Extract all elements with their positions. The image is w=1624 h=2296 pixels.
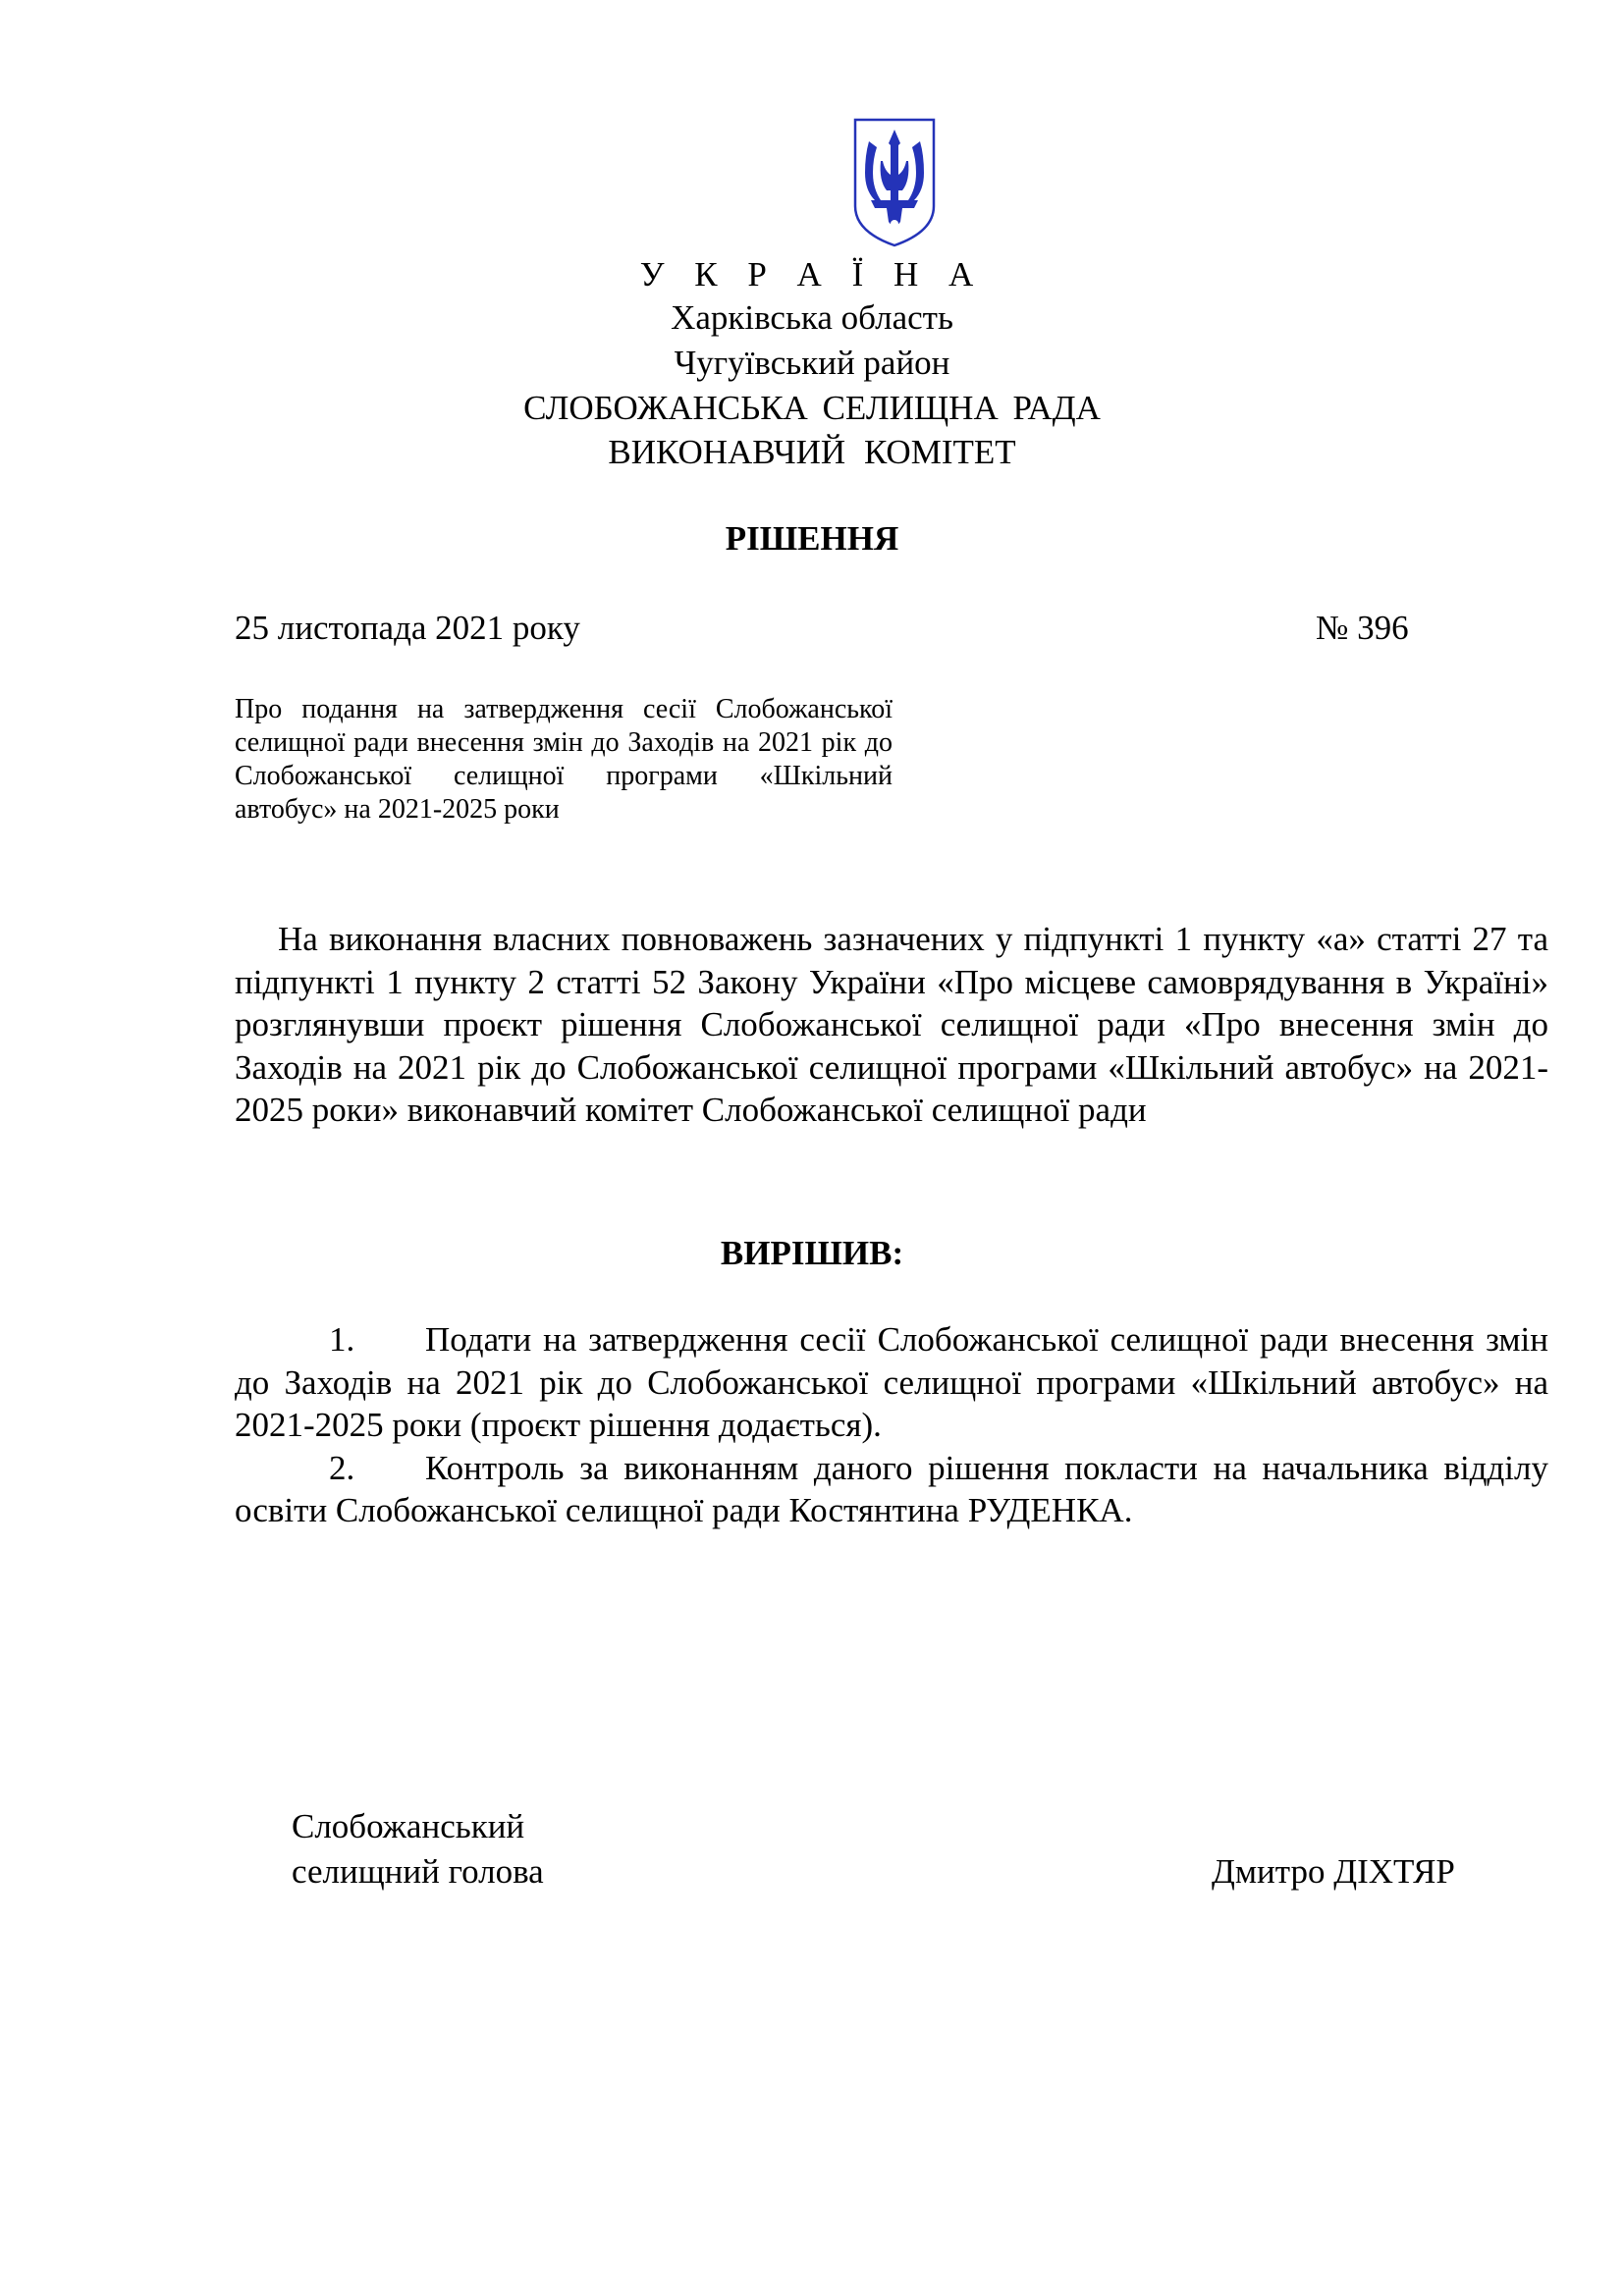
document-number: № 396 xyxy=(1316,609,1409,647)
decision-point xyxy=(235,1447,1548,1532)
signatory-title xyxy=(292,1804,544,1895)
signatory-title-line: Слобожанський xyxy=(292,1807,525,1845)
document-date: 25 листопада 2021 року xyxy=(235,609,580,647)
document-subject: Про подання на затвердження сесії Слобожанської селищної ради внесення змін до Заходів на 2021 рік до Слобожанської селищної програми «Шкільний автобус» на 2021-2025 роки xyxy=(235,694,893,825)
signatory-name: Дмитро ДІХТЯР xyxy=(1212,1852,1455,1891)
decision-points xyxy=(235,1318,1548,1532)
oblast-name: Харківська область xyxy=(671,298,953,337)
preamble-paragraph: На виконання власних повноважень зазначених у підпункті 1 пункту «а» статті 27 та підпункті 1 пункту 2 статті 52 Закону України «Про місцеве самоврядування в Україні» розглянувши проєкт рішення Слобожанської селищної ради «Про внесення змін до Заходів на 2021 рік до Слобожанської селищної програми «Шкільний автобус» на 2021-2025 роки» виконавчий комітет Слобожанської селищної ради xyxy=(235,920,1548,1129)
raion-name: Чугуївський район xyxy=(674,344,950,382)
signatory-title-line: селищний голова xyxy=(292,1852,544,1891)
trident-emblem-icon xyxy=(851,116,938,249)
country-name: У К Р А Ї Н А xyxy=(639,255,985,294)
point-text: Подати на затвердження сесії Слобожанської селищної ради внесення змін до Заходів на 2021 рік до Слобожанської селищної програми «Шкільний автобус» на 2021-2025 роки (проєкт рішення додається). xyxy=(235,1320,1548,1444)
document-title: РІШЕННЯ xyxy=(725,519,899,558)
council-name: СЛОБОЖАНСЬКА СЕЛИЩНА РАДА xyxy=(523,389,1101,427)
point-number: 1. xyxy=(329,1320,355,1359)
decided-heading: ВИРІШИВ: xyxy=(720,1234,904,1272)
point-text: Контроль за виконанням даного рішення покласти на начальника відділу освіти Слобожанської селищної ради Костянтина РУДЕНКА. xyxy=(235,1448,1548,1529)
committee-name: ВИКОНАВЧИЙ КОМІТЕТ xyxy=(608,433,1016,471)
point-number: 2. xyxy=(329,1448,355,1487)
decision-point xyxy=(235,1318,1548,1447)
